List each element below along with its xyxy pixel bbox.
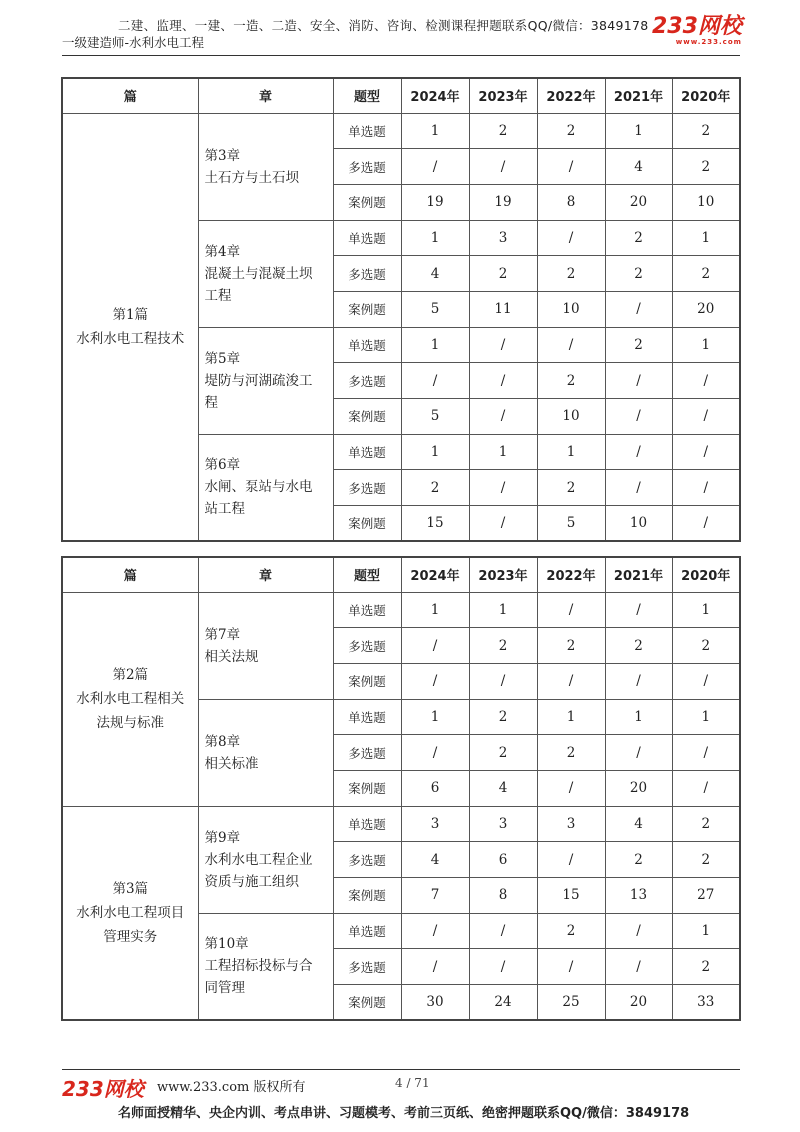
value-cell: 1 bbox=[605, 699, 672, 735]
value-cell: 20 bbox=[605, 770, 672, 806]
value-cell: / bbox=[672, 434, 740, 470]
chapter-cell bbox=[198, 592, 333, 699]
value-cell: / bbox=[401, 913, 469, 949]
value-cell: / bbox=[469, 470, 537, 506]
value-cell: / bbox=[537, 663, 605, 699]
value-cell: 2 bbox=[605, 842, 672, 878]
value-cell: 3 bbox=[537, 806, 605, 842]
chapter-line: 第6章 bbox=[204, 457, 241, 474]
value-cell: 10 bbox=[605, 506, 672, 542]
part-line: 水利水电工程项目 bbox=[76, 904, 185, 921]
value-cell: / bbox=[469, 399, 537, 435]
value-cell: 4 bbox=[469, 770, 537, 806]
value-cell: / bbox=[605, 470, 672, 506]
chapter-line: 第4章 bbox=[204, 243, 241, 260]
value-cell: / bbox=[537, 770, 605, 806]
value-cell: 2 bbox=[672, 806, 740, 842]
value-cell: / bbox=[469, 327, 537, 363]
question-type-cell: 案例题 bbox=[333, 506, 401, 542]
value-cell: 6 bbox=[401, 770, 469, 806]
value-cell: 2 bbox=[537, 913, 605, 949]
value-cell: 2 bbox=[672, 149, 740, 185]
chapter-line: 相关标准 bbox=[204, 755, 259, 772]
column-header: 2024年 bbox=[401, 78, 469, 113]
value-cell: / bbox=[469, 663, 537, 699]
column-header: 题型 bbox=[333, 78, 401, 113]
column-header: 2023年 bbox=[469, 78, 537, 113]
chapter-cell bbox=[198, 699, 333, 806]
value-cell: 1 bbox=[401, 220, 469, 256]
question-type-cell: 单选题 bbox=[333, 434, 401, 470]
value-cell: / bbox=[401, 628, 469, 664]
value-cell: 2 bbox=[605, 327, 672, 363]
question-type-cell: 单选题 bbox=[333, 327, 401, 363]
question-type-cell: 多选题 bbox=[333, 363, 401, 399]
column-header: 章 bbox=[198, 557, 333, 592]
value-cell: 2 bbox=[469, 628, 537, 664]
value-cell: 3 bbox=[401, 806, 469, 842]
chapter-line: 第8章 bbox=[204, 733, 241, 750]
part-line: 管理实务 bbox=[103, 928, 158, 945]
part-line: 第1篇 bbox=[112, 306, 149, 323]
value-cell: / bbox=[605, 592, 672, 628]
value-cell: / bbox=[672, 506, 740, 542]
question-type-cell: 单选题 bbox=[333, 592, 401, 628]
part-cell bbox=[62, 806, 198, 1020]
column-header: 题型 bbox=[333, 557, 401, 592]
part-line: 第3篇 bbox=[112, 880, 149, 897]
column-header: 2020年 bbox=[672, 78, 740, 113]
header-subject: 一级建造师-水利水电工程 bbox=[62, 35, 205, 50]
question-type-cell: 单选题 bbox=[333, 699, 401, 735]
chapter-line: 混凝土与混凝土坝 bbox=[204, 265, 313, 282]
value-cell: / bbox=[537, 949, 605, 985]
chapter-line: 资质与施工组织 bbox=[204, 873, 299, 890]
footer-divider bbox=[62, 1069, 740, 1070]
value-cell: / bbox=[672, 735, 740, 771]
question-type-cell: 案例题 bbox=[333, 878, 401, 914]
chapter-line: 程 bbox=[204, 394, 218, 411]
value-cell: 2 bbox=[537, 470, 605, 506]
value-cell: / bbox=[605, 735, 672, 771]
chapter-line: 工程招标投标与合 bbox=[204, 958, 313, 975]
value-cell: / bbox=[469, 149, 537, 185]
question-type-cell: 案例题 bbox=[333, 985, 401, 1021]
value-cell: 1 bbox=[401, 434, 469, 470]
value-cell: / bbox=[401, 363, 469, 399]
column-header: 2021年 bbox=[605, 557, 672, 592]
chapter-line: 相关法规 bbox=[204, 648, 259, 665]
value-cell: 2 bbox=[537, 628, 605, 664]
chapter-line: 水利水电工程企业 bbox=[204, 851, 313, 868]
value-cell: / bbox=[605, 434, 672, 470]
value-cell: 1 bbox=[469, 592, 537, 628]
value-cell: 2 bbox=[537, 363, 605, 399]
value-cell: 7 bbox=[401, 878, 469, 914]
column-header: 章 bbox=[198, 78, 333, 113]
value-cell: 4 bbox=[401, 256, 469, 292]
value-cell: / bbox=[672, 470, 740, 506]
chapter-line: 第7章 bbox=[204, 626, 241, 643]
question-type-cell: 案例题 bbox=[333, 291, 401, 327]
value-cell: 33 bbox=[672, 985, 740, 1021]
value-cell: 4 bbox=[605, 806, 672, 842]
value-cell: 2 bbox=[672, 113, 740, 149]
value-cell: 1 bbox=[672, 220, 740, 256]
value-cell: / bbox=[605, 949, 672, 985]
column-header: 2024年 bbox=[401, 557, 469, 592]
question-type-cell: 多选题 bbox=[333, 842, 401, 878]
chapter-cell bbox=[198, 220, 333, 327]
value-cell: / bbox=[401, 149, 469, 185]
chapter-cell bbox=[198, 327, 333, 434]
value-cell: 1 bbox=[537, 434, 605, 470]
value-cell: 13 bbox=[605, 878, 672, 914]
value-cell: 8 bbox=[469, 878, 537, 914]
value-cell: 5 bbox=[537, 506, 605, 542]
value-cell: 4 bbox=[605, 149, 672, 185]
value-cell: / bbox=[401, 663, 469, 699]
question-type-cell: 多选题 bbox=[333, 949, 401, 985]
question-type-cell: 案例题 bbox=[333, 184, 401, 220]
value-cell: / bbox=[537, 149, 605, 185]
question-type-cell: 单选题 bbox=[333, 113, 401, 149]
part-line: 水利水电工程技术 bbox=[76, 330, 185, 347]
value-cell: 20 bbox=[605, 985, 672, 1021]
value-cell: 20 bbox=[672, 291, 740, 327]
value-cell: 1 bbox=[401, 327, 469, 363]
chapter-line: 第10章 bbox=[204, 936, 249, 953]
chapter-line: 第9章 bbox=[204, 829, 241, 846]
value-cell: 1 bbox=[605, 113, 672, 149]
value-cell: 3 bbox=[469, 220, 537, 256]
value-cell: 8 bbox=[537, 184, 605, 220]
value-cell: 1 bbox=[401, 699, 469, 735]
column-header: 2022年 bbox=[537, 557, 605, 592]
value-cell: 2 bbox=[537, 256, 605, 292]
column-header: 2022年 bbox=[537, 78, 605, 113]
value-cell: 1 bbox=[537, 699, 605, 735]
value-cell: / bbox=[605, 913, 672, 949]
value-cell: 5 bbox=[401, 291, 469, 327]
part-line: 法规与标准 bbox=[96, 715, 164, 732]
value-cell: 5 bbox=[401, 399, 469, 435]
chapter-line: 同管理 bbox=[204, 980, 245, 997]
value-cell: 3 bbox=[469, 806, 537, 842]
column-header: 2021年 bbox=[605, 78, 672, 113]
question-type-cell: 案例题 bbox=[333, 770, 401, 806]
value-cell: 2 bbox=[605, 256, 672, 292]
value-cell: 2 bbox=[469, 256, 537, 292]
value-cell: / bbox=[537, 327, 605, 363]
value-cell: 27 bbox=[672, 878, 740, 914]
value-cell: 2 bbox=[672, 628, 740, 664]
chapter-cell bbox=[198, 113, 333, 220]
value-cell: / bbox=[537, 220, 605, 256]
value-cell: / bbox=[605, 663, 672, 699]
exam-stats-table-1 bbox=[61, 77, 741, 542]
column-header: 2023年 bbox=[469, 557, 537, 592]
value-cell: / bbox=[672, 663, 740, 699]
footer-contact-line: 名师面授精华、央企内训、考点串讲、习题模考、考前三页纸、绝密押题联系QQ/微信：3849178 bbox=[118, 1106, 690, 1121]
part-line: 水利水电工程相关 bbox=[76, 691, 185, 708]
column-header: 篇 bbox=[62, 557, 198, 592]
value-cell: / bbox=[605, 399, 672, 435]
question-type-cell: 多选题 bbox=[333, 735, 401, 771]
question-type-cell: 单选题 bbox=[333, 913, 401, 949]
chapter-line: 工程 bbox=[204, 287, 232, 304]
question-type-cell: 案例题 bbox=[333, 663, 401, 699]
value-cell: / bbox=[469, 949, 537, 985]
value-cell: 4 bbox=[401, 842, 469, 878]
chapter-cell bbox=[198, 913, 333, 1020]
table-row bbox=[62, 806, 740, 842]
part-line: 第2篇 bbox=[112, 667, 149, 684]
part-cell bbox=[62, 113, 198, 541]
chapter-line: 水闸、泵站与水电 bbox=[204, 479, 313, 496]
value-cell: / bbox=[672, 399, 740, 435]
value-cell: 10 bbox=[537, 291, 605, 327]
chapter-cell bbox=[198, 434, 333, 541]
value-cell: / bbox=[401, 735, 469, 771]
value-cell: 2 bbox=[469, 699, 537, 735]
value-cell: 6 bbox=[469, 842, 537, 878]
value-cell: 19 bbox=[401, 184, 469, 220]
value-cell: 1 bbox=[401, 592, 469, 628]
chapter-line: 堤防与河湖疏浚工 bbox=[204, 372, 313, 389]
value-cell: 1 bbox=[469, 434, 537, 470]
value-cell: / bbox=[401, 949, 469, 985]
value-cell: 2 bbox=[605, 220, 672, 256]
value-cell: 1 bbox=[672, 699, 740, 735]
value-cell: 25 bbox=[537, 985, 605, 1021]
part-cell bbox=[62, 592, 198, 806]
value-cell: / bbox=[469, 506, 537, 542]
value-cell: / bbox=[605, 363, 672, 399]
table-row bbox=[62, 113, 740, 149]
question-type-cell: 单选题 bbox=[333, 806, 401, 842]
exam-stats-table-2 bbox=[61, 556, 741, 1021]
footer-copyright: www.233.com 版权所有 bbox=[157, 1080, 306, 1095]
page-number: 4 / 71 bbox=[395, 1076, 430, 1090]
value-cell: / bbox=[469, 913, 537, 949]
value-cell: 2 bbox=[537, 113, 605, 149]
value-cell: 2 bbox=[672, 842, 740, 878]
chapter-line: 第5章 bbox=[204, 350, 241, 367]
column-header: 2020年 bbox=[672, 557, 740, 592]
question-type-cell: 多选题 bbox=[333, 256, 401, 292]
value-cell: 10 bbox=[537, 399, 605, 435]
chapter-line: 第3章 bbox=[204, 147, 241, 164]
value-cell: 2 bbox=[469, 113, 537, 149]
column-header: 篇 bbox=[62, 78, 198, 113]
header-contact-line: 二建、监理、一建、一造、二造、安全、消防、咨询、检测课程押题联系QQ/微信：3849178 bbox=[118, 18, 649, 33]
value-cell: 10 bbox=[672, 184, 740, 220]
value-cell: / bbox=[537, 592, 605, 628]
value-cell: 1 bbox=[672, 913, 740, 949]
question-type-cell: 单选题 bbox=[333, 220, 401, 256]
value-cell: 1 bbox=[672, 592, 740, 628]
value-cell: 24 bbox=[469, 985, 537, 1021]
chapter-line: 土石方与土石坝 bbox=[204, 169, 299, 186]
value-cell: 19 bbox=[469, 184, 537, 220]
value-cell: / bbox=[672, 770, 740, 806]
value-cell: / bbox=[605, 291, 672, 327]
value-cell: 15 bbox=[401, 506, 469, 542]
value-cell: 15 bbox=[537, 878, 605, 914]
question-type-cell: 多选题 bbox=[333, 628, 401, 664]
value-cell: 2 bbox=[537, 735, 605, 771]
value-cell: 2 bbox=[672, 949, 740, 985]
question-type-cell: 多选题 bbox=[333, 149, 401, 185]
value-cell: 11 bbox=[469, 291, 537, 327]
table-row bbox=[62, 592, 740, 628]
value-cell: / bbox=[537, 842, 605, 878]
value-cell: 1 bbox=[672, 327, 740, 363]
value-cell: 1 bbox=[401, 113, 469, 149]
value-cell: 2 bbox=[469, 735, 537, 771]
value-cell: / bbox=[672, 363, 740, 399]
brand-logo: 233网校 www.233.com bbox=[652, 14, 742, 46]
question-type-cell: 多选题 bbox=[333, 470, 401, 506]
value-cell: 20 bbox=[605, 184, 672, 220]
value-cell: 2 bbox=[605, 628, 672, 664]
value-cell: 2 bbox=[672, 256, 740, 292]
value-cell: / bbox=[469, 363, 537, 399]
header-divider bbox=[62, 55, 740, 56]
chapter-cell bbox=[198, 806, 333, 913]
footer-logo: 233网校 bbox=[62, 1077, 144, 1101]
chapter-line: 站工程 bbox=[204, 501, 245, 518]
value-cell: 30 bbox=[401, 985, 469, 1021]
value-cell: 2 bbox=[401, 470, 469, 506]
question-type-cell: 案例题 bbox=[333, 399, 401, 435]
